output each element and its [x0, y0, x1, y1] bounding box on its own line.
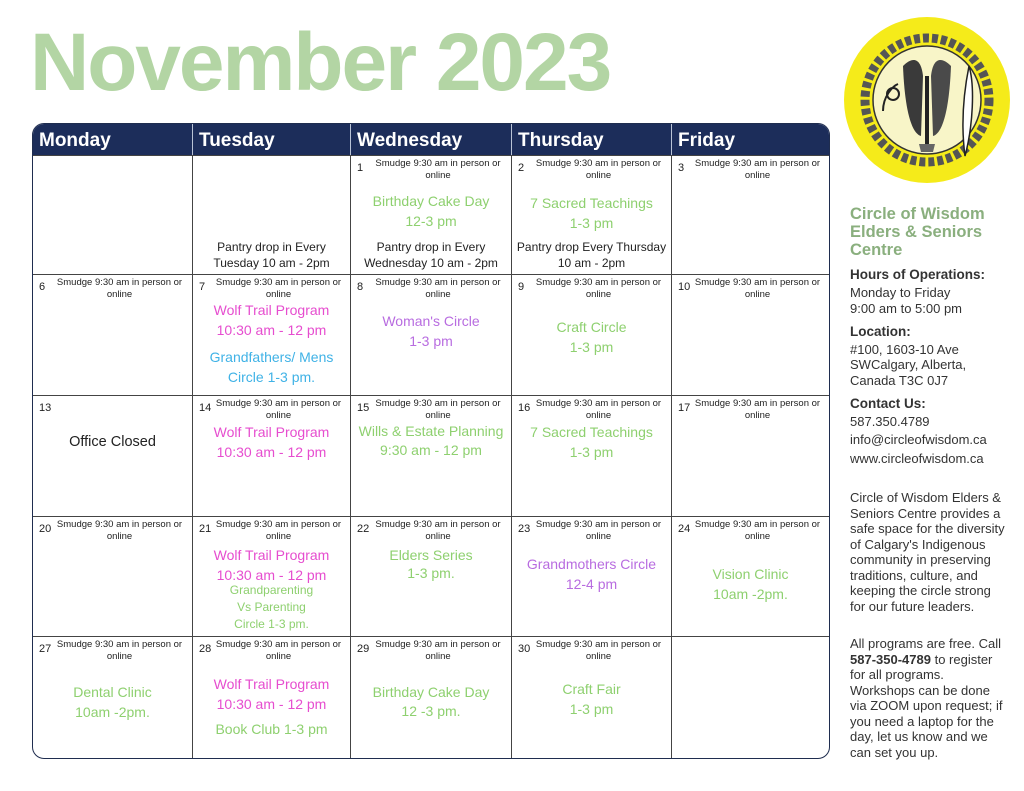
- event-time: 12-4 pm: [565, 576, 618, 592]
- week-row-5: [33, 636, 829, 759]
- day-number: 22: [357, 523, 370, 535]
- hours-line: Monday to Friday: [850, 285, 951, 300]
- event-time: 10:30 am - 12 pm: [216, 444, 327, 460]
- day-number: 30: [518, 643, 531, 655]
- pantry-note: Pantry drop in Every Tuesday 10 am - 2pm: [213, 240, 330, 270]
- week-row-2: [33, 274, 829, 395]
- day-number: 1: [357, 162, 364, 174]
- event-title: Vision Clinic: [712, 566, 789, 582]
- event-time: 1-3 pm: [569, 215, 614, 231]
- programs-text-pre: All programs are free. Call: [850, 636, 1001, 651]
- programs-text: [850, 636, 1006, 760]
- eagle-feather-emblem-icon: [843, 16, 1011, 184]
- phone-number: 587.350.4789: [850, 414, 930, 429]
- day-number: 21: [199, 523, 212, 535]
- website-link[interactable]: www.circleofwisdom.ca: [850, 451, 984, 466]
- page-title: November 2023: [30, 17, 611, 108]
- day-cell-21: [193, 517, 351, 636]
- event-title: Wolf Trail Program: [213, 676, 330, 692]
- event-time: 10:30 am - 12 pm: [216, 696, 327, 712]
- email-link[interactable]: info@circleofwisdom.ca: [850, 432, 987, 447]
- day-cell-3: [672, 156, 829, 274]
- day-cell-27: [33, 637, 193, 759]
- week-row-1: [33, 155, 829, 274]
- day-cell-28: [193, 637, 351, 759]
- event-title: 7 Sacred Teachings: [530, 195, 653, 211]
- day-number: 14: [199, 402, 212, 414]
- event-title: Wolf Trail Program: [213, 302, 330, 318]
- smudge-note: Smudge 9:30 am in person or online: [56, 277, 183, 300]
- day-cell-10: [672, 275, 829, 395]
- day-number: 8: [357, 281, 364, 293]
- day-number: 10: [678, 281, 691, 293]
- day-cell-17: [672, 396, 829, 516]
- day-number: 2: [518, 162, 525, 174]
- event-title: Craft Fair: [562, 681, 621, 697]
- smudge-note: Smudge 9:30 am in person or online: [56, 639, 183, 662]
- smudge-note: Smudge 9:30 am in person or online: [375, 277, 501, 300]
- day-number: 15: [357, 402, 370, 414]
- event-title: Book Club 1-3 pm: [215, 721, 328, 737]
- event-time: 9:30 am - 12 pm: [380, 442, 482, 458]
- day-cell-16: [512, 396, 672, 516]
- about-text: Circle of Wisdom Elders & Seniors Centre provides a safe space for the diversity of Calgary's Indigenous community in preserving traditions, culture, and keeping the circle strong for our future leaders.: [850, 490, 1005, 614]
- event-title: Wills & Estate Planning: [358, 423, 504, 439]
- day-number: 29: [357, 643, 370, 655]
- programs-text-post: to register for all programs. Workshops can be done via ZOOM upon request; if you need a laptop for the day, let us know and we can set you up.: [850, 651, 1003, 760]
- smudge-note: Smudge 9:30 am in person or online: [694, 277, 821, 300]
- event-title: Grandfathers/ Mens: [209, 349, 334, 365]
- day-cell-empty: [672, 637, 829, 759]
- event-title: Grandparenting: [229, 583, 314, 597]
- smudge-note: Smudge 9:30 am in person or online: [215, 519, 342, 542]
- smudge-note: Smudge 9:30 am in person or online: [215, 639, 342, 662]
- calendar: [32, 123, 830, 759]
- event-time: 10:30 am - 12 pm: [216, 567, 327, 583]
- event-title: Wolf Trail Program: [213, 424, 330, 440]
- day-number: 7: [199, 281, 206, 293]
- smudge-note: Smudge 9:30 am in person or online: [694, 519, 821, 542]
- day-cell-empty: [33, 156, 193, 274]
- event-time: 10:30 am - 12 pm: [216, 322, 327, 338]
- event-title: Woman's Circle: [382, 313, 480, 329]
- location-heading: Location:: [850, 324, 911, 339]
- day-cell-22: [351, 517, 512, 636]
- event-time: Circle 1-3 pm.: [227, 369, 316, 385]
- day-number: 24: [678, 523, 691, 535]
- smudge-note: Smudge 9:30 am in person or online: [215, 398, 342, 421]
- event-title: Grandmothers Circle: [526, 556, 657, 572]
- event-time: 12 -3 pm.: [401, 703, 461, 719]
- day-number: 6: [39, 281, 46, 293]
- day-cell-23: [512, 517, 672, 636]
- day-cell-14: [193, 396, 351, 516]
- day-cell-29: [351, 637, 512, 759]
- event-time: 1-3 pm: [409, 333, 453, 349]
- hours-heading: Hours of Operations:: [850, 267, 986, 282]
- header-friday: Friday: [678, 130, 736, 151]
- smudge-note: Smudge 9:30 am in person or online: [375, 158, 501, 181]
- logo: [843, 16, 1011, 184]
- smudge-note: Smudge 9:30 am in person or online: [215, 277, 342, 300]
- smudge-note: Smudge 9:30 am in person or online: [535, 277, 662, 300]
- day-number: 17: [678, 402, 691, 414]
- smudge-note: Smudge 9:30 am in person or online: [375, 398, 501, 421]
- smudge-note: Smudge 9:30 am in person or online: [375, 519, 501, 542]
- day-number: 3: [678, 162, 685, 174]
- location-line: #100, 1603-10 Ave: [850, 342, 959, 357]
- day-number: 9: [518, 281, 525, 293]
- location-line: Canada T3C 0J7: [850, 373, 949, 388]
- day-cell-8: [351, 275, 512, 395]
- event-title: Dental Clinic: [73, 684, 152, 700]
- day-cell-30: [512, 637, 672, 759]
- day-number: 16: [518, 402, 531, 414]
- day-cell-13: [33, 396, 193, 516]
- day-cell-1: [351, 156, 512, 274]
- event-time: Circle 1-3 pm.: [234, 617, 309, 631]
- pantry-note: Pantry drop Every Thursday 10 am - 2pm: [516, 240, 667, 270]
- week-row-4: [33, 516, 829, 636]
- location-line: SWCalgary, Alberta,: [850, 357, 967, 372]
- smudge-note: Smudge 9:30 am in person or online: [375, 639, 501, 662]
- event-title: Birthday Cake Day: [372, 193, 490, 209]
- smudge-note: Smudge 9:30 am in person or online: [535, 639, 662, 662]
- event-title: Birthday Cake Day: [372, 684, 490, 700]
- header-tuesday: Tuesday: [193, 124, 351, 155]
- event-title: Wolf Trail Program: [213, 547, 330, 563]
- day-number: 20: [39, 523, 52, 535]
- day-cell-15: [351, 396, 512, 516]
- day-cell-20: [33, 517, 193, 636]
- calendar-header: [33, 124, 829, 155]
- event-title: Craft Circle: [556, 319, 627, 335]
- event-time: 1-3 pm: [569, 444, 614, 460]
- smudge-note: Smudge 9:30 am in person or online: [535, 398, 662, 421]
- day-cell-2: [512, 156, 672, 274]
- day-number: 28: [199, 643, 212, 655]
- event-time: 1-3 pm.: [407, 565, 455, 581]
- event-title: Office Closed: [69, 434, 156, 450]
- event-time: 10am -2pm.: [75, 704, 150, 720]
- programs-phone: 587-350-4789: [850, 651, 931, 667]
- day-number: 23: [518, 523, 531, 535]
- smudge-note: Smudge 9:30 am in person or online: [535, 519, 662, 542]
- day-cell-empty: [193, 156, 351, 274]
- event-time: 10am -2pm.: [713, 586, 788, 602]
- hours-line: 9:00 am to 5:00 pm: [850, 301, 963, 316]
- day-number: 13: [39, 402, 52, 414]
- event-time: 1-3 pm: [569, 339, 614, 355]
- event-title: 7 Sacred Teachings: [530, 424, 653, 440]
- header-monday: Monday: [33, 124, 193, 155]
- event-time: 12-3 pm: [405, 213, 457, 229]
- event-time: 1-3 pm: [569, 701, 614, 717]
- org-name: Circle of Wisdom Elders & Seniors Centre: [850, 205, 985, 259]
- smudge-note: Smudge 9:30 am in person or online: [694, 158, 821, 181]
- day-cell-9: [512, 275, 672, 395]
- event-title: Elders Series: [389, 547, 473, 563]
- day-number: 27: [39, 643, 52, 655]
- event-title: Vs Parenting: [237, 600, 306, 614]
- day-cell-7: [193, 275, 351, 395]
- day-cell-6: [33, 275, 193, 395]
- smudge-note: Smudge 9:30 am in person or online: [535, 158, 662, 181]
- smudge-note: Smudge 9:30 am in person or online: [56, 519, 183, 542]
- contact-heading: Contact Us:: [850, 396, 926, 411]
- pantry-note: Pantry drop in Every Wednesday 10 am - 2pm: [364, 240, 498, 270]
- smudge-note: Smudge 9:30 am in person or online: [694, 398, 821, 421]
- week-row-3: [33, 395, 829, 516]
- header-thursday: Thursday: [512, 124, 672, 155]
- header-wednesday: Wednesday: [351, 124, 512, 155]
- day-cell-24: [672, 517, 829, 636]
